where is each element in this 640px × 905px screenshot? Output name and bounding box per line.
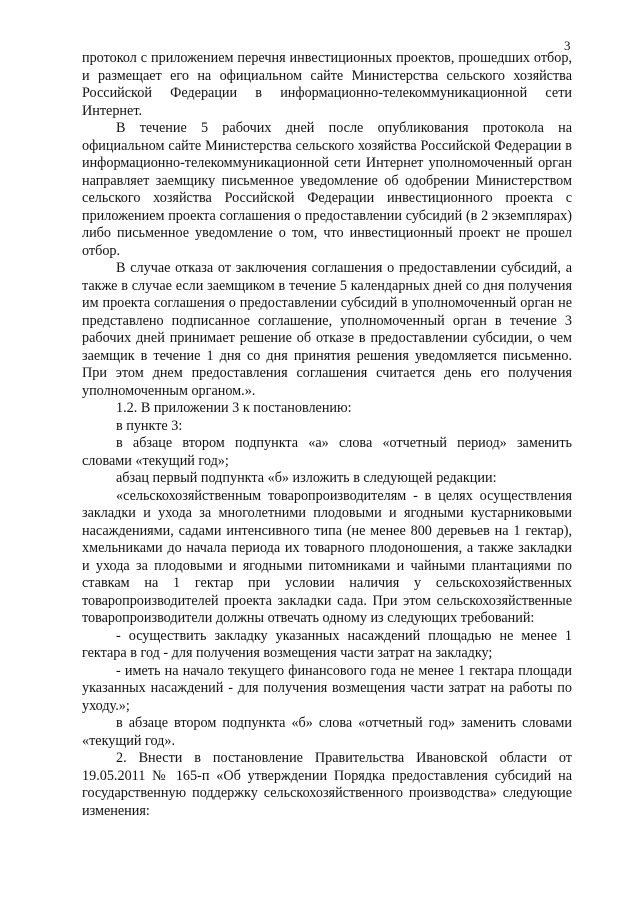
paragraph: «сельскохозяйственным товаропроизводителям - в целях осуществления закладки и ухода за многолетними плодовыми и ягодными кустарниковыми насаждениями, садами интенсивного типа (не менее 800 деревьев на 1 гектар), хмельниками до начала периода их товарного плодоношения, а также закладки и ухода за плодовыми и ягодными питомниками и чайными плантациями по ставкам на 1 гектар при условии наличия у сельскохозяйственных товаропроизводителей проекта закладки сада. При этом сельскохозяйственные товаропроизводители должны отвечать одному из следующих требований: (82, 487, 572, 626)
paragraph: протокол с приложением перечня инвестиционных проектов, прошедших отбор, и размещает его на официальном сайте Министерства сельского хозяйства Российской Федерации в информационно-телекоммуникационной сети Интернет. (82, 50, 572, 119)
paragraph: абзац первый подпункта «б» изложить в следующей редакции: (116, 470, 497, 486)
document-body (82, 50, 572, 820)
paragraph: в абзаце втором подпункта «б» слова «отчетный год» заменить словами «текущий год». (82, 715, 572, 749)
paragraph: В случае отказа от заключения соглашения о предоставлении субсидий, а также в случае если заемщиком в течение 5 календарных дней со дня получения им проекта соглашения о предоставлении субсидий в уполномоченный орган не представлено подписанное соглашение, уполномоченный орган в течение 3 рабочих дней принимает решение об отказе в предоставлении субсидии, о чем заемщик в течение 1 дня со дня принятия решения уведомляется письменно. При этом днем предоставления соглашения считается день его получения уполномоченным органом.». (82, 260, 572, 399)
paragraph: в абзаце втором подпункта «а» слова «отчетный период» заменить словами «текущий год»; (82, 435, 572, 469)
paragraph: - осуществить закладку указанных насаждений площадью не менее 1 гектара в год - для получения возмещения части затрат на закладку; (82, 627, 572, 661)
paragraph: 1.2. В приложении 3 к постановлению: (116, 400, 352, 416)
paragraph: В течение 5 рабочих дней после опубликования протокола на официальном сайте Министерства сельского хозяйства Российской Федерации в информационно-телекоммуникационной сети Интернет уполномоченный орган направляет заемщику письменное уведомление об одобрении Министерством сельского хозяйства Российской Федерации инвестиционного проекта с приложением проекта соглашения о предоставлении субсидий (в 2 экземплярах) либо письменное уведомление о том, что инвестиционный проект не прошел отбор. (82, 120, 572, 259)
paragraph: - иметь на начало текущего финансового года не менее 1 гектара площади указанных насаждений - для получения возмещения части затрат на работы по уходу.»; (82, 662, 572, 714)
paragraph: 2. Внести в постановление Правительства Ивановской области от 19.05.2011 № 165-п «Об утверждении Порядка предоставления субсидий на государственную поддержку сельскохозяйственного производства» следующие изменения: (82, 750, 572, 819)
paragraph: в пункте 3: (116, 417, 183, 434)
page-number: 3 (564, 38, 571, 53)
